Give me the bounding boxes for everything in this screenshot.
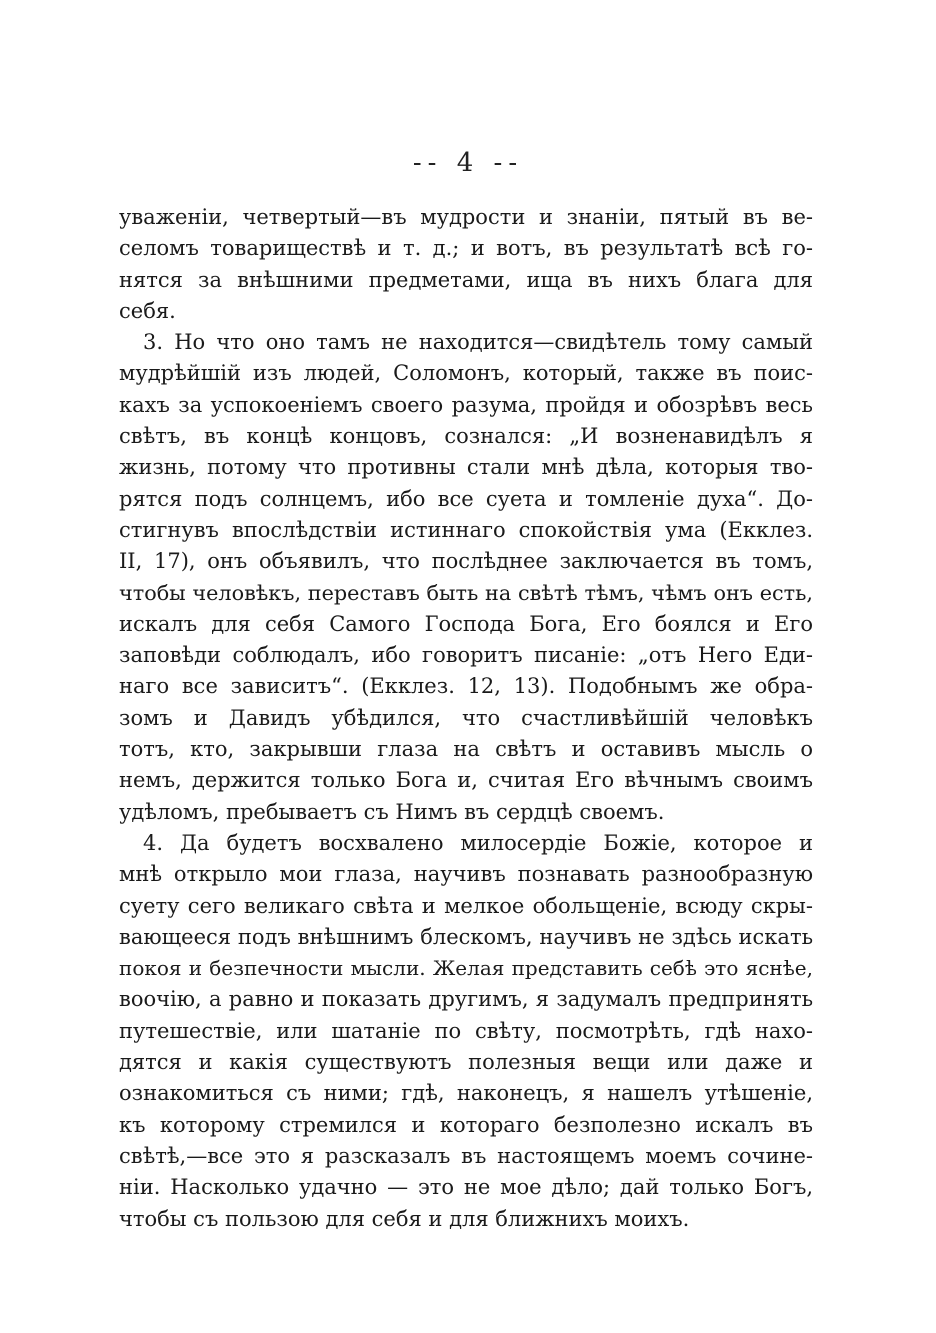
text-line: жизнь, потому что противны стали мнѣ дѣла, которыя тво- bbox=[119, 455, 813, 480]
text-line: дятся и какія существуютъ полезныя вещи или даже и bbox=[119, 1050, 813, 1075]
paragraph-continuation bbox=[119, 202, 813, 327]
text-line: зомъ и Давидъ убѣдился, что счастливѣйшій человѣкъ bbox=[119, 705, 813, 730]
text-line: свѣтъ, въ концѣ концовъ, сознался: „И возненавидѣлъ я bbox=[119, 424, 813, 449]
text-line: мнѣ открыло мои глаза, научивъ познавать разнообразную bbox=[119, 862, 813, 887]
text-line: немъ, держится только Бога и, считая Его вѣчнымъ своимъ bbox=[119, 768, 813, 793]
body-text bbox=[119, 202, 813, 1235]
text-line: вающееся подъ внѣшнимъ блескомъ, научивъ не здѣсь искать bbox=[119, 924, 813, 949]
text-line: заповѣди соблюдалъ, ибо говоритъ писаніе: „отъ Него Еди- bbox=[119, 643, 813, 668]
text-line: мудрѣйшій изъ людей, Соломонъ, который, также въ поис- bbox=[119, 361, 813, 386]
text-line: нятся за внѣшними предметами, ища въ нихъ блага для bbox=[119, 267, 813, 292]
text-line: уваженіи, четвертый—въ мудрости и знаніи, пятый въ ве- bbox=[119, 205, 813, 229]
text-line: рятся подъ солнцемъ, ибо все суета и томленіе духа“. До- bbox=[119, 486, 813, 511]
text-line: свѣтѣ,—все это я разсказалъ въ настоящемъ моемъ сочине- bbox=[119, 1143, 813, 1168]
text-line: II, 17), онъ объявилъ, что послѣднее заключается въ томъ, bbox=[119, 549, 813, 574]
text-line: кахъ за успокоеніемъ своего разума, пройдя и обозрѣвъ весь bbox=[119, 392, 813, 417]
text-line: 3. Но что оно тамъ не находится—свидѣтель тому самый bbox=[143, 330, 813, 355]
text-line: чтобы человѣкъ, переставъ быть на свѣтѣ тѣмъ, чѣмъ онъ есть, bbox=[119, 580, 813, 605]
text-line: удѣломъ, пребываетъ съ Нимъ въ сердцѣ своемъ. bbox=[119, 799, 665, 824]
text-line: путешествіе, или шатаніе по свѣту, посмотрѣть, гдѣ нахо- bbox=[119, 1018, 813, 1043]
text-line: искалъ для себя Самого Господа Бога, Его боялся и Его bbox=[119, 611, 813, 636]
text-line: 4. Да будетъ восхвалено милосердіе Божіе, которое и bbox=[143, 830, 813, 855]
text-line: наго все зависитъ“. (Екклез. 12, 13). Подобнымъ же обра- bbox=[119, 674, 813, 699]
text-line: тотъ, кто, закрывши глаза на свѣтъ и оставивъ мысль о bbox=[119, 737, 813, 762]
text-line: ніи. Насколько удачно — это не мое дѣло; дай только Богъ, bbox=[119, 1175, 813, 1200]
page-number: -- 4 -- bbox=[412, 148, 524, 178]
paragraph-3 bbox=[119, 327, 813, 828]
text-line: селомъ товариществѣ и т. д.; и вотъ, въ результатѣ всѣ го- bbox=[119, 236, 813, 261]
text-line: къ которому стремился и котораго безполезно искалъ въ bbox=[119, 1112, 813, 1137]
paragraph-4 bbox=[119, 828, 813, 1235]
text-line: стигнувъ впослѣдствіи истиннаго спокойствія ума (Екклез. bbox=[119, 517, 813, 542]
text-line: покоя и безпечности мысли. Желая представить себѣ это яснѣе, bbox=[119, 956, 813, 981]
text-line: воочію, а равно и показать другимъ, я задумалъ предпринять bbox=[119, 987, 813, 1012]
text-line: суету сего великаго свѣта и мелкое обольщеніе, всюду скры- bbox=[119, 893, 813, 918]
text-line: ознакомиться съ ними; гдѣ, наконецъ, я нашелъ утѣшеніе, bbox=[119, 1081, 813, 1106]
text-line: себя. bbox=[119, 298, 176, 323]
text-line: чтобы съ пользою для себя и для ближнихъ моихъ. bbox=[119, 1206, 690, 1231]
